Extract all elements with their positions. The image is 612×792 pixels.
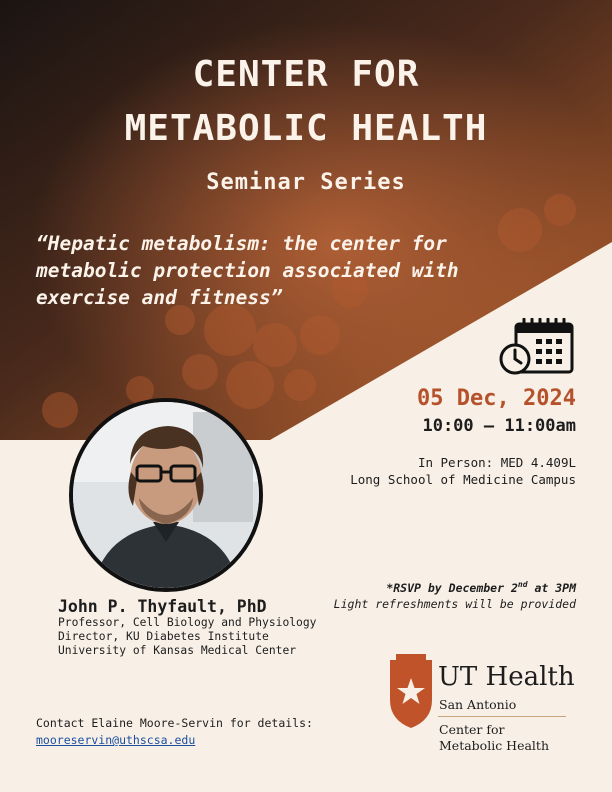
rsvp-note <box>386 580 576 595</box>
logo-divider <box>438 716 566 717</box>
speaker-role: Professor, Cell Biology and Physiology <box>58 616 317 629</box>
talk-title <box>36 230 576 311</box>
rsvp-prefix: *RSVP by December 2 <box>386 580 518 595</box>
speaker-photo <box>69 398 263 592</box>
contact-text: Contact Elaine Moore-Servin for details: <box>36 716 313 730</box>
contact-email-link[interactable]: mooreservin@uthscsa.edu <box>36 733 196 747</box>
logo-subname: San Antonio <box>439 697 517 712</box>
event-date: 05 Dec, 2024 <box>417 386 576 411</box>
talk-title-line: metabolic protection associated with <box>36 259 459 282</box>
logo-name: UT Health <box>438 662 575 692</box>
talk-title-line: exercise and fitness” <box>36 286 283 309</box>
talk-title-line: “Hepatic metabolism: the center for <box>36 232 447 255</box>
page-title-line1: CENTER FOR <box>192 54 420 95</box>
speaker-name: John P. Thyfault, PhD <box>58 597 267 616</box>
event-time: 10:00 – 11:00am <box>422 416 576 436</box>
logo-center-line2: Metabolic Health <box>439 738 549 753</box>
speaker-role: Director, KU Diabetes Institute <box>58 630 269 643</box>
rsvp-sup: nd <box>517 580 528 589</box>
rsvp-suffix: at 3PM <box>527 580 576 595</box>
series-subtitle: Seminar Series <box>206 170 406 195</box>
calendar-clock-icon <box>498 318 576 376</box>
page-title-line2: METABOLIC HEALTH <box>124 108 488 149</box>
event-location: In Person: MED 4.409L <box>417 455 576 470</box>
event-campus: Long School of Medicine Campus <box>350 472 576 487</box>
logo-center-line1: Center for <box>439 722 505 737</box>
refreshments-note: Light refreshments will be provided <box>333 597 576 611</box>
speaker-role: University of Kansas Medical Center <box>58 644 297 657</box>
